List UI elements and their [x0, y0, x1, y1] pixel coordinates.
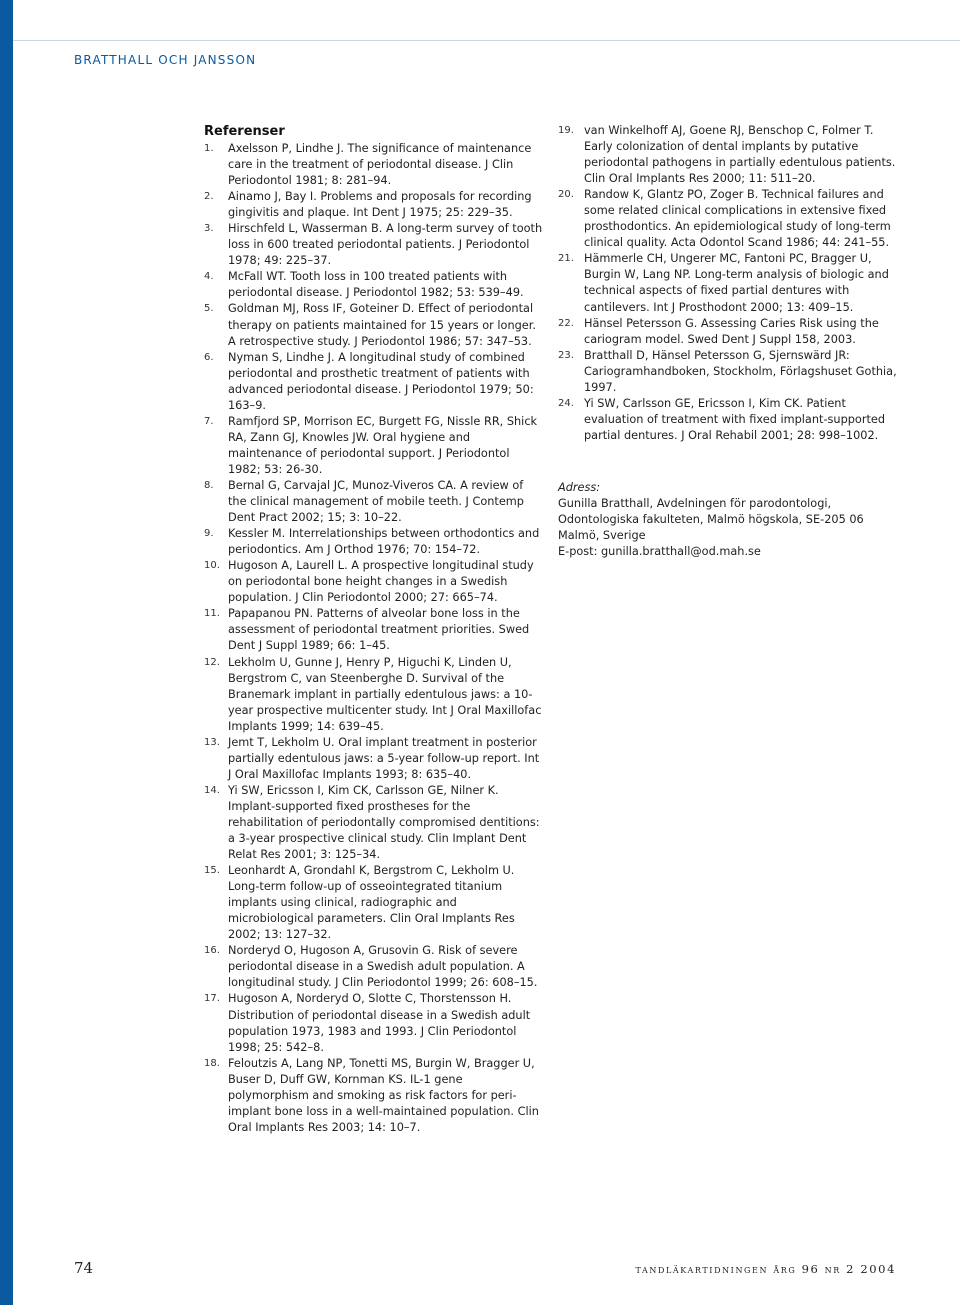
reference-number: 3.	[204, 223, 214, 235]
reference-text: Bratthall D, Hänsel Petersson G, Sjernswärd JR: Cariogramhandboken, Stockholm, Förlagshuset Gothia, 1997.	[584, 348, 897, 394]
reference-text: Jemt T, Lekholm U. Oral implant treatment in posterior partially edentulous jaws: a 5-year follow-up report. Int J Oral Maxillofac Implants 1993; 8: 635–40.	[228, 735, 540, 781]
reference-number: 4.	[204, 271, 214, 283]
reference-item	[204, 943, 544, 991]
reference-number: 8.	[204, 479, 214, 491]
reference-item	[204, 558, 544, 606]
address-line: Malmö, Sverige	[558, 529, 646, 543]
reference-item	[558, 251, 898, 315]
reference-item	[204, 783, 544, 863]
reference-item	[204, 655, 544, 735]
reference-item	[204, 269, 544, 301]
reference-number: 17.	[204, 993, 220, 1005]
reference-number: 22.	[558, 317, 574, 329]
reference-number: 19.	[558, 125, 574, 136]
reference-item	[204, 526, 544, 558]
reference-text: Goldman MJ, Ross IF, Goteiner D. Effect of periodontal therapy on patients maintained for 15 years or longer. A retrospective study. J Periodontol 1986; 57: 347–53.	[228, 302, 536, 348]
reference-number: 21.	[558, 253, 574, 265]
reference-text: Hugoson A, Norderyd O, Slotte C, Thorstensson H. Distribution of periodontal disease in a Swedish adult population 1973, 1983 and 1993. J Clin Periodontol 1998; 25: 542–8.	[228, 992, 531, 1054]
reference-text: Hämmerle CH, Ungerer MC, Fantoni PC, Bragger U, Burgin W, Lang NP. Long-term analysis of biologic and technical aspects of fixed partial dentures with cantilevers. Int J Prosthodont 2000; 13: 409–15.	[584, 252, 889, 314]
reference-number: 2.	[204, 191, 214, 203]
reference-list-right	[558, 123, 898, 444]
reference-number: 20.	[558, 189, 574, 201]
reference-item	[558, 187, 898, 251]
reference-text: Yi SW, Carlsson GE, Ericsson I, Kim CK. Patient evaluation of treatment with fixed implant-supported partial dentures. J Oral Rehabil 2001; 28: 998–1002.	[584, 396, 886, 442]
address-line: Gunilla Bratthall, Avdelningen för parodontologi,	[558, 496, 832, 510]
references-column-right	[558, 123, 898, 560]
reference-text: Lekholm U, Gunne J, Henry P, Higuchi K, Linden U, Bergstrom C, van Steenberghe D. Survival of the Branemark implant in partially edentulous jaws: a 10-year prospective multicenter study. Int J Oral Maxillofac Implants 1999; 14: 639–45.	[228, 655, 542, 733]
reference-text: Hänsel Petersson G. Assessing Caries Risk using the cariogram model. Swed Dent J Suppl 158, 2003.	[584, 316, 879, 346]
reference-item	[204, 221, 544, 269]
reference-text: Bernal G, Carvajal JC, Munoz-Viveros CA. A review of the clinical management of mobile teeth. J Contemp Dent Pract 2002; 15; 3: 10–22.	[228, 478, 524, 525]
reference-item	[204, 141, 544, 189]
reference-item	[204, 350, 544, 414]
reference-number: 18.	[204, 1057, 220, 1069]
reference-text: Axelsson P, Lindhe J. The significance of maintenance care in the treatment of periodontal disease. J Clin Periodontol 1981; 8: 281–94.	[228, 142, 532, 188]
header-rule	[13, 40, 960, 41]
reference-item	[204, 1056, 544, 1136]
author-address	[558, 480, 898, 560]
references-column-left	[204, 124, 544, 1136]
reference-item	[204, 478, 544, 526]
reference-item	[204, 991, 544, 1055]
reference-item	[558, 316, 898, 348]
reference-number: 15.	[204, 865, 220, 877]
address-label: Adress:	[558, 480, 601, 494]
reference-text: Norderyd O, Hugoson A, Grusovin G. Risk of severe periodontal disease in a Swedish adult population. A longitudinal study. J Clin Periodontol 1999; 26: 608–15.	[228, 944, 538, 990]
reference-number: 23.	[558, 349, 574, 361]
reference-number: 24.	[558, 397, 574, 409]
journal-footer: tandläkartidningen årg 96 nr 2 2004	[635, 1262, 896, 1276]
reference-text: Hirschfeld L, Wasserman B. A long-term survey of tooth loss in 600 treated periodontal patients. J Periodontol 1978; 49: 225–37.	[228, 222, 543, 268]
side-accent-bar	[0, 0, 13, 1305]
reference-text: Kessler M. Interrelationships between orthodontics and periodontics. Am J Orthod 1976; 70: 154–72.	[228, 527, 540, 557]
reference-text: Papapanou PN. Patterns of alveolar bone loss in the assessment of periodontal treatment priorities. Swed Dent J Suppl 1989; 66: 1–45.	[228, 607, 530, 653]
reference-number: 12.	[204, 656, 220, 668]
reference-number: 10.	[204, 560, 220, 572]
reference-item	[204, 414, 544, 478]
reference-number: 7.	[204, 415, 214, 427]
reference-number: 13.	[204, 736, 220, 748]
reference-text: Yi SW, Ericsson I, Kim CK, Carlsson GE, Nilner K. Implant-supported fixed prostheses for the rehabilitation of periodontally compromised dentitions: a 3-year prospective clinical study. Clin Implant Dent Relat Res 2001; 3: 125–34.	[228, 783, 540, 862]
reference-list-left	[204, 141, 544, 1136]
reference-item	[558, 123, 898, 187]
reference-number: 14.	[204, 784, 220, 796]
running-head: BRATTHALL OCH JANSSON	[74, 53, 257, 67]
page-number: 74	[74, 1259, 94, 1277]
reference-text: Hugoson A, Laurell L. A prospective longitudinal study on periodontal bone height changes in a Swedish population. J Clin Periodontol 2000; 27: 665–74.	[228, 559, 534, 605]
reference-number: 11.	[204, 608, 220, 620]
address-line: Odontologiska fakulteten, Malmö högskola, SE-205 06	[558, 513, 864, 527]
reference-item	[558, 348, 898, 396]
reference-number: 6.	[204, 351, 214, 363]
reference-text: Randow K, Glantz PO, Zoger B. Technical failures and some related clinical complications in extensive fixed prosthodontics. An epidemiological study of long-term clinical quality. Acta Odontol Scand 1986; 44: 241–55.	[584, 188, 891, 250]
reference-item	[204, 735, 544, 783]
reference-item	[204, 606, 544, 654]
reference-text: Ramfjord SP, Morrison EC, Burgett FG, Nissle RR, Shick RA, Zann GJ, Knowles JW. Oral hygiene and maintenance of periodontal support. J Periodontol 1982; 53: 26-30.	[228, 414, 538, 476]
reference-item	[558, 396, 898, 444]
reference-item	[204, 189, 544, 221]
references-heading: Referenser	[204, 124, 285, 139]
reference-number: 5.	[204, 303, 214, 315]
reference-text: McFall WT. Tooth loss in 100 treated patients with periodontal disease. J Periodontol 1982; 53: 539–49.	[228, 270, 524, 300]
reference-item	[204, 863, 544, 943]
reference-number: 9.	[204, 528, 214, 540]
reference-text: Feloutzis A, Lang NP, Tonetti MS, Burgin W, Bragger U, Buser D, Duff GW, Kornman KS. IL-1 gene polymorphism and smoking as risk factors for peri-implant bone loss in a well-maintained population. Clin Oral Implants Res 2003; 14: 10–7.	[228, 1056, 539, 1134]
reference-number: 1.	[204, 143, 214, 154]
address-email: E-post: gunilla.bratthall@od.mah.se	[558, 545, 761, 559]
reference-number: 16.	[204, 945, 220, 957]
reference-text: van Winkelhoff AJ, Goene RJ, Benschop C, Folmer T. Early colonization of dental implants by putative periodontal pathogens in partially edentulous patients. Clin Oral Implants Res 2000; 11: 511–20.	[584, 124, 896, 186]
reference-text: Ainamo J, Bay I. Problems and proposals for recording gingivitis and plaque. Int Dent J 1975; 25: 229–35.	[228, 190, 532, 220]
reference-text: Nyman S, Lindhe J. A longitudinal study of combined periodontal and prosthetic treatment of patients with advanced periodontal disease. J Periodontol 1979; 50: 163–9.	[228, 350, 534, 412]
reference-item	[204, 301, 544, 349]
reference-text: Leonhardt A, Grondahl K, Bergstrom C, Lekholm U. Long-term follow-up of osseointegrated titanium implants using clinical, radiographic and microbiological parameters. Clin Oral Implants Res 2002; 13: 127–32.	[228, 864, 515, 942]
